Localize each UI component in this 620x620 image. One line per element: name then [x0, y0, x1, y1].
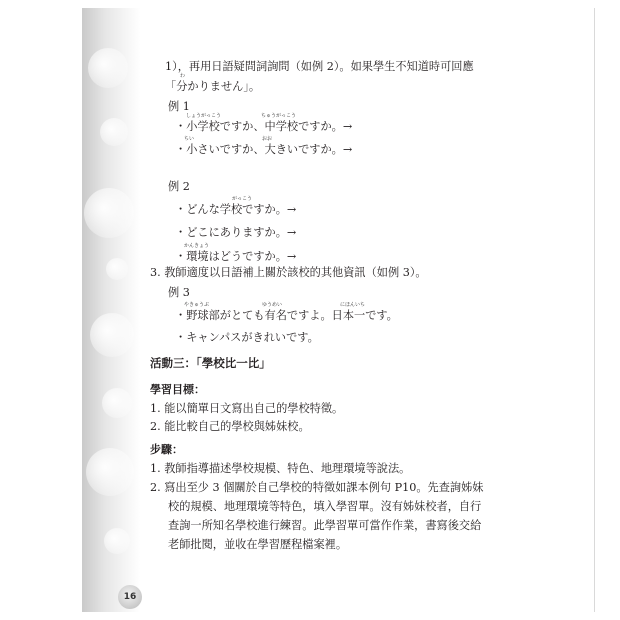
intro-line-2: 「分かりません」。: [165, 80, 261, 93]
example-1-line-1: ・小学校ですか、中学校ですか。→: [175, 120, 353, 133]
furigana-shougakkou: しょうがっこう: [186, 113, 222, 119]
activity-title: 活動三：「學校比一比」: [150, 356, 271, 370]
furigana-oo: おお: [262, 136, 273, 142]
decorative-bubble: [102, 388, 132, 418]
example-3-line-1: ・野球部がとても有名ですよ。日本一です。: [175, 309, 398, 322]
goal-item-2: 2. 能比較自己的學校與姊妹校。: [150, 420, 310, 433]
example-2-line-3: ・環境はどうですか。→: [175, 250, 297, 263]
example-2-line-1: ・どんな学校ですか。→: [175, 203, 297, 216]
decorative-bubble: [88, 48, 128, 88]
example-3-line-2: ・キャンパスがきれいです。: [175, 331, 319, 344]
goals-title: 學習目標：: [150, 383, 205, 396]
right-border-line: [594, 8, 595, 612]
steps-title: 步驟：: [150, 443, 183, 456]
furigana-yuumei: ゆうめい: [262, 302, 283, 308]
example-1-line-2: ・小さいですか、大きいですか。→: [175, 143, 353, 156]
left-decorative-band: [82, 8, 140, 612]
furigana-gakkou: がっこう: [232, 196, 253, 202]
steps-item-1: 1. 教師指導描述學校規模、特色、地理環境等說法。: [150, 462, 411, 475]
page-number-badge: 16: [118, 585, 142, 609]
step-3-line: 3. 教師適度以日語補上關於該校的其他資訊（如例 3）。: [150, 266, 427, 279]
decorative-bubble: [104, 528, 130, 554]
example-3-label: 例 3: [168, 286, 190, 299]
furigana-nihonichi: にほんいち: [340, 302, 366, 308]
example-2-line-2: ・どこにありますか。→: [175, 226, 297, 239]
intro-line-1: 1），再用日語疑問詞詢問（如例 2）。如果學生不知道時可回應: [165, 60, 474, 73]
goal-item-1: 1. 能以簡單日文寫出自己的學校特徵。: [150, 402, 344, 415]
decorative-bubble: [86, 448, 134, 496]
decorative-bubble: [106, 258, 128, 280]
furigana-chuugakkou: ちゅうがっこう: [261, 113, 297, 119]
decorative-bubble: [100, 118, 128, 146]
decorative-bubble: [90, 313, 134, 357]
decorative-bubble: [84, 188, 134, 238]
furigana-kankyou: かんきょう: [184, 243, 210, 249]
example-2-label: 例 2: [168, 180, 190, 193]
furigana-yakyuubu: やきゅうぶ: [184, 302, 210, 308]
steps-item-2-line-1: 2. 寫出至少 3 個關於自己學校的特徵如課本例句 P10。先查詢姊妹: [150, 481, 484, 494]
steps-item-2-line-4: 老師批閱，並收在學習歷程檔案裡。: [168, 538, 348, 551]
example-1-label: 例 1: [168, 100, 190, 113]
steps-item-2-line-3: 查詢一所知名學校進行練習。此學習單可當作作業，書寫後交給: [168, 519, 482, 532]
steps-item-2-line-2: 校的規模、地理環境等特色，填入學習單。沒有姊妹校者，自行: [168, 500, 482, 513]
furigana-wakari: わ: [180, 73, 186, 79]
furigana-chii: ちい: [184, 136, 195, 142]
